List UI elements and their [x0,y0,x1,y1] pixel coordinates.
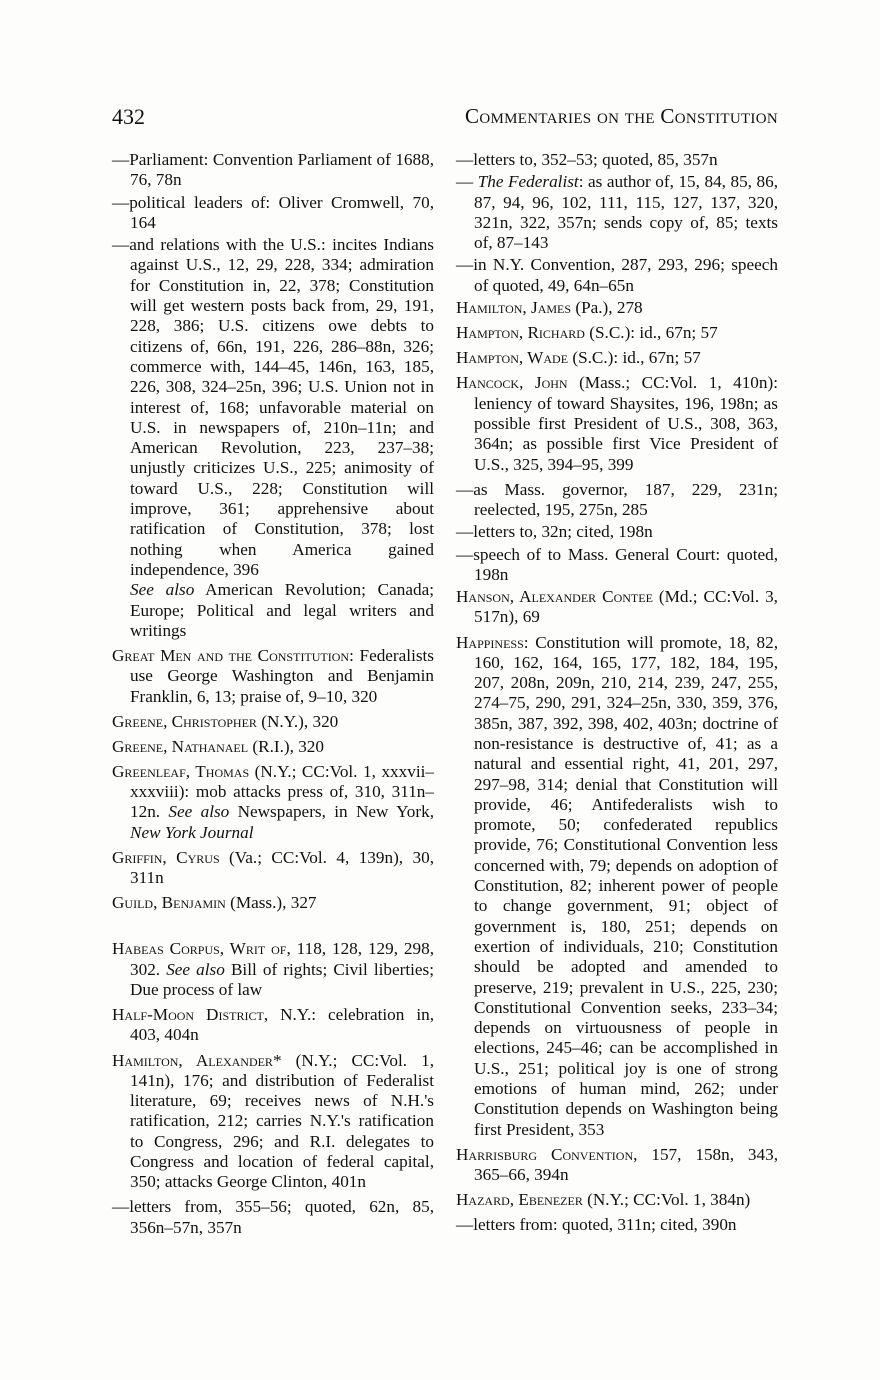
index-entry: —letters to, 352–53; quoted, 85, 357n [456,150,718,169]
index-entry: Greene, Christopher (N.Y.), 320 [112,711,339,731]
index-entry: Hazard, Ebenezer (N.Y.; CC:Vol. 1, 384n) [456,1190,751,1210]
index-entry: —letters from, 355–56; quoted, 62n, 85, 356n–57n, 357n [112,1197,434,1237]
index-entry: —and relations with the U.S.: incites Indians against U.S., 12, 29, 228, 334; admiration for Constitution in, 22, 378; Constitution will get western posts back from, 29, 191, 228, 386; U.S. citizens owe debts to citizens of, 66n, 191, 226, 286–88n, 326; commerce with, 144–45, 146n, 163, 185, 226, 308, 324–25n, 396; U.S. Union not in interest of, 168; unfavorable material on U.S. in newspapers of, 210n–11n; and American Revolution, 223, 237–38; unjustly criticizes U.S., 225; animosity of toward U.S., 228; Constitution will improve, 361; apprehensive about ratification of Constitution, 378; lost nothing when America gained independence, 396 [112,235,434,579]
index-entry: Harrisburg Convention, 157, 158n, 343, 365–66, 394n [456,1144,779,1185]
index-entry: Hamilton, James (Pa.), 278 [456,298,643,318]
page-number: 432 [112,104,145,129]
index-entry: Happiness: Constitution will promote, 18, 82, 160, 162, 164, 165, 177, 182, 184, 195, 207, 208n, 209n, 210, 214, 239, 247, 255, 274–75, 290, 291, 324–25n, 330, 359, 376, 385n, 387, 392, 398, 402, 403n; doctrine of non-resistance is destructive of, 41; as a natural and essential right, 41, 201, 297, 297–98, 314; denial that Constitution will provide, 46; Antifederalists wish to promote, 50; confederated republics provide, 76; Constitutional Convention less concerned with, 79; depends on adoption of Constitution, 82; inherent power of people to change government, 91; object of government is, 180, 251; depends on exertion of individuals, 210; Constitution should be adopted and amended to preserve, 219; prevalent in U.S., 225, 230; Constitutional Convention seeks, 233–34; depends on virtuousness of people in elections, 245–46; can be accomplished in U.S., 251; political joy is one of strong emotions of human mind, 262; under Constitution depends on Washington being first President, 353 [456,632,778,1139]
index-entry: Great Men and the Constitution: Federalists use George Washington and Benjamin Franklin, 6, 13; praise of, 9–10, 320 [112,645,434,706]
index-entry: —in N.Y. Convention, 287, 293, 296; speech of quoted, 49, 64n–65n [456,255,778,295]
index-entry: Guild, Benjamin (Mass.), 327 [112,893,317,913]
index-entry-see-also: See also American Revolution; Canada; Europe; Political and legal writers and writings [130,580,434,640]
index-entry: —speech of to Mass. General Court: quoted, 198n [456,544,778,584]
index-entry: Greene, Nathanael (R.I.), 320 [112,736,324,756]
index-entry: —letters to, 32n; cited, 198n [456,522,653,542]
page-header [112,104,778,136]
index-entry: — The Federalist: as author of, 15, 84, 85, 86, 87, 94, 96, 102, 111, 115, 127, 137, 320, 321n, 322, 357n; sends copy of, 85; texts of, 87–143 [456,172,778,253]
index-entry: Half-Moon District, N.Y.: celebration in, 403, 404n [112,1005,434,1045]
left-column [112,150,434,1240]
index-entry: Hampton, Wade (S.C.): id., 67n; 57 [456,348,701,368]
index-entry: Hamilton, Alexander* (N.Y.; CC:Vol. 1, 141n), 176; and distribution of Federalist literature, 69; receives news of N.H.'s ratification, 212; carries N.Y.'s ratification to Congress, 296; and R.I. delegates to Congress and location of federal capital, 350; attacks George Clinton, 401n [112,1050,435,1192]
right-column [456,150,778,1238]
index-entry: Habeas Corpus, Writ of, 118, 128, 129, 298, 302. See also Bill of rights; Civil liberties; Due process of law [112,939,434,1000]
index-entry: Griffin, Cyrus (Va.; CC:Vol. 4, 139n), 30, 311n [112,847,434,888]
index-entry: —as Mass. governor, 187, 229, 231n; reelected, 195, 275n, 285 [456,479,778,519]
index-entry: —letters from: quoted, 311n; cited, 390n [456,1215,737,1235]
index-entry: Hampton, Richard (S.C.): id., 67n; 57 [456,323,718,343]
running-title: Commentaries on the Constitution [465,104,778,128]
index-entry: —Parliament: Convention Parliament of 1688, 76, 78n [112,150,434,190]
index-entry: Hancock, John (Mass.; CC:Vol. 1, 410n): leniency of toward Shaysites, 196, 198n; as possible first President of U.S., 308, 363, 364n; as possible first Vice President of U.S., 325, 394–95, 399 [456,373,778,474]
index-entry: Greenleaf, Thomas (N.Y.; CC:Vol. 1, xxxvii–xxxviii): mob attacks press of, 310, 311n–12n. See also Newspapers, in New York, New York Journal [112,761,434,842]
index-entry: —political leaders of: Oliver Cromwell, 70, 164 [112,192,434,232]
index-entry: Hanson, Alexander Contee (Md.; CC:Vol. 3, 517n), 69 [456,587,778,627]
